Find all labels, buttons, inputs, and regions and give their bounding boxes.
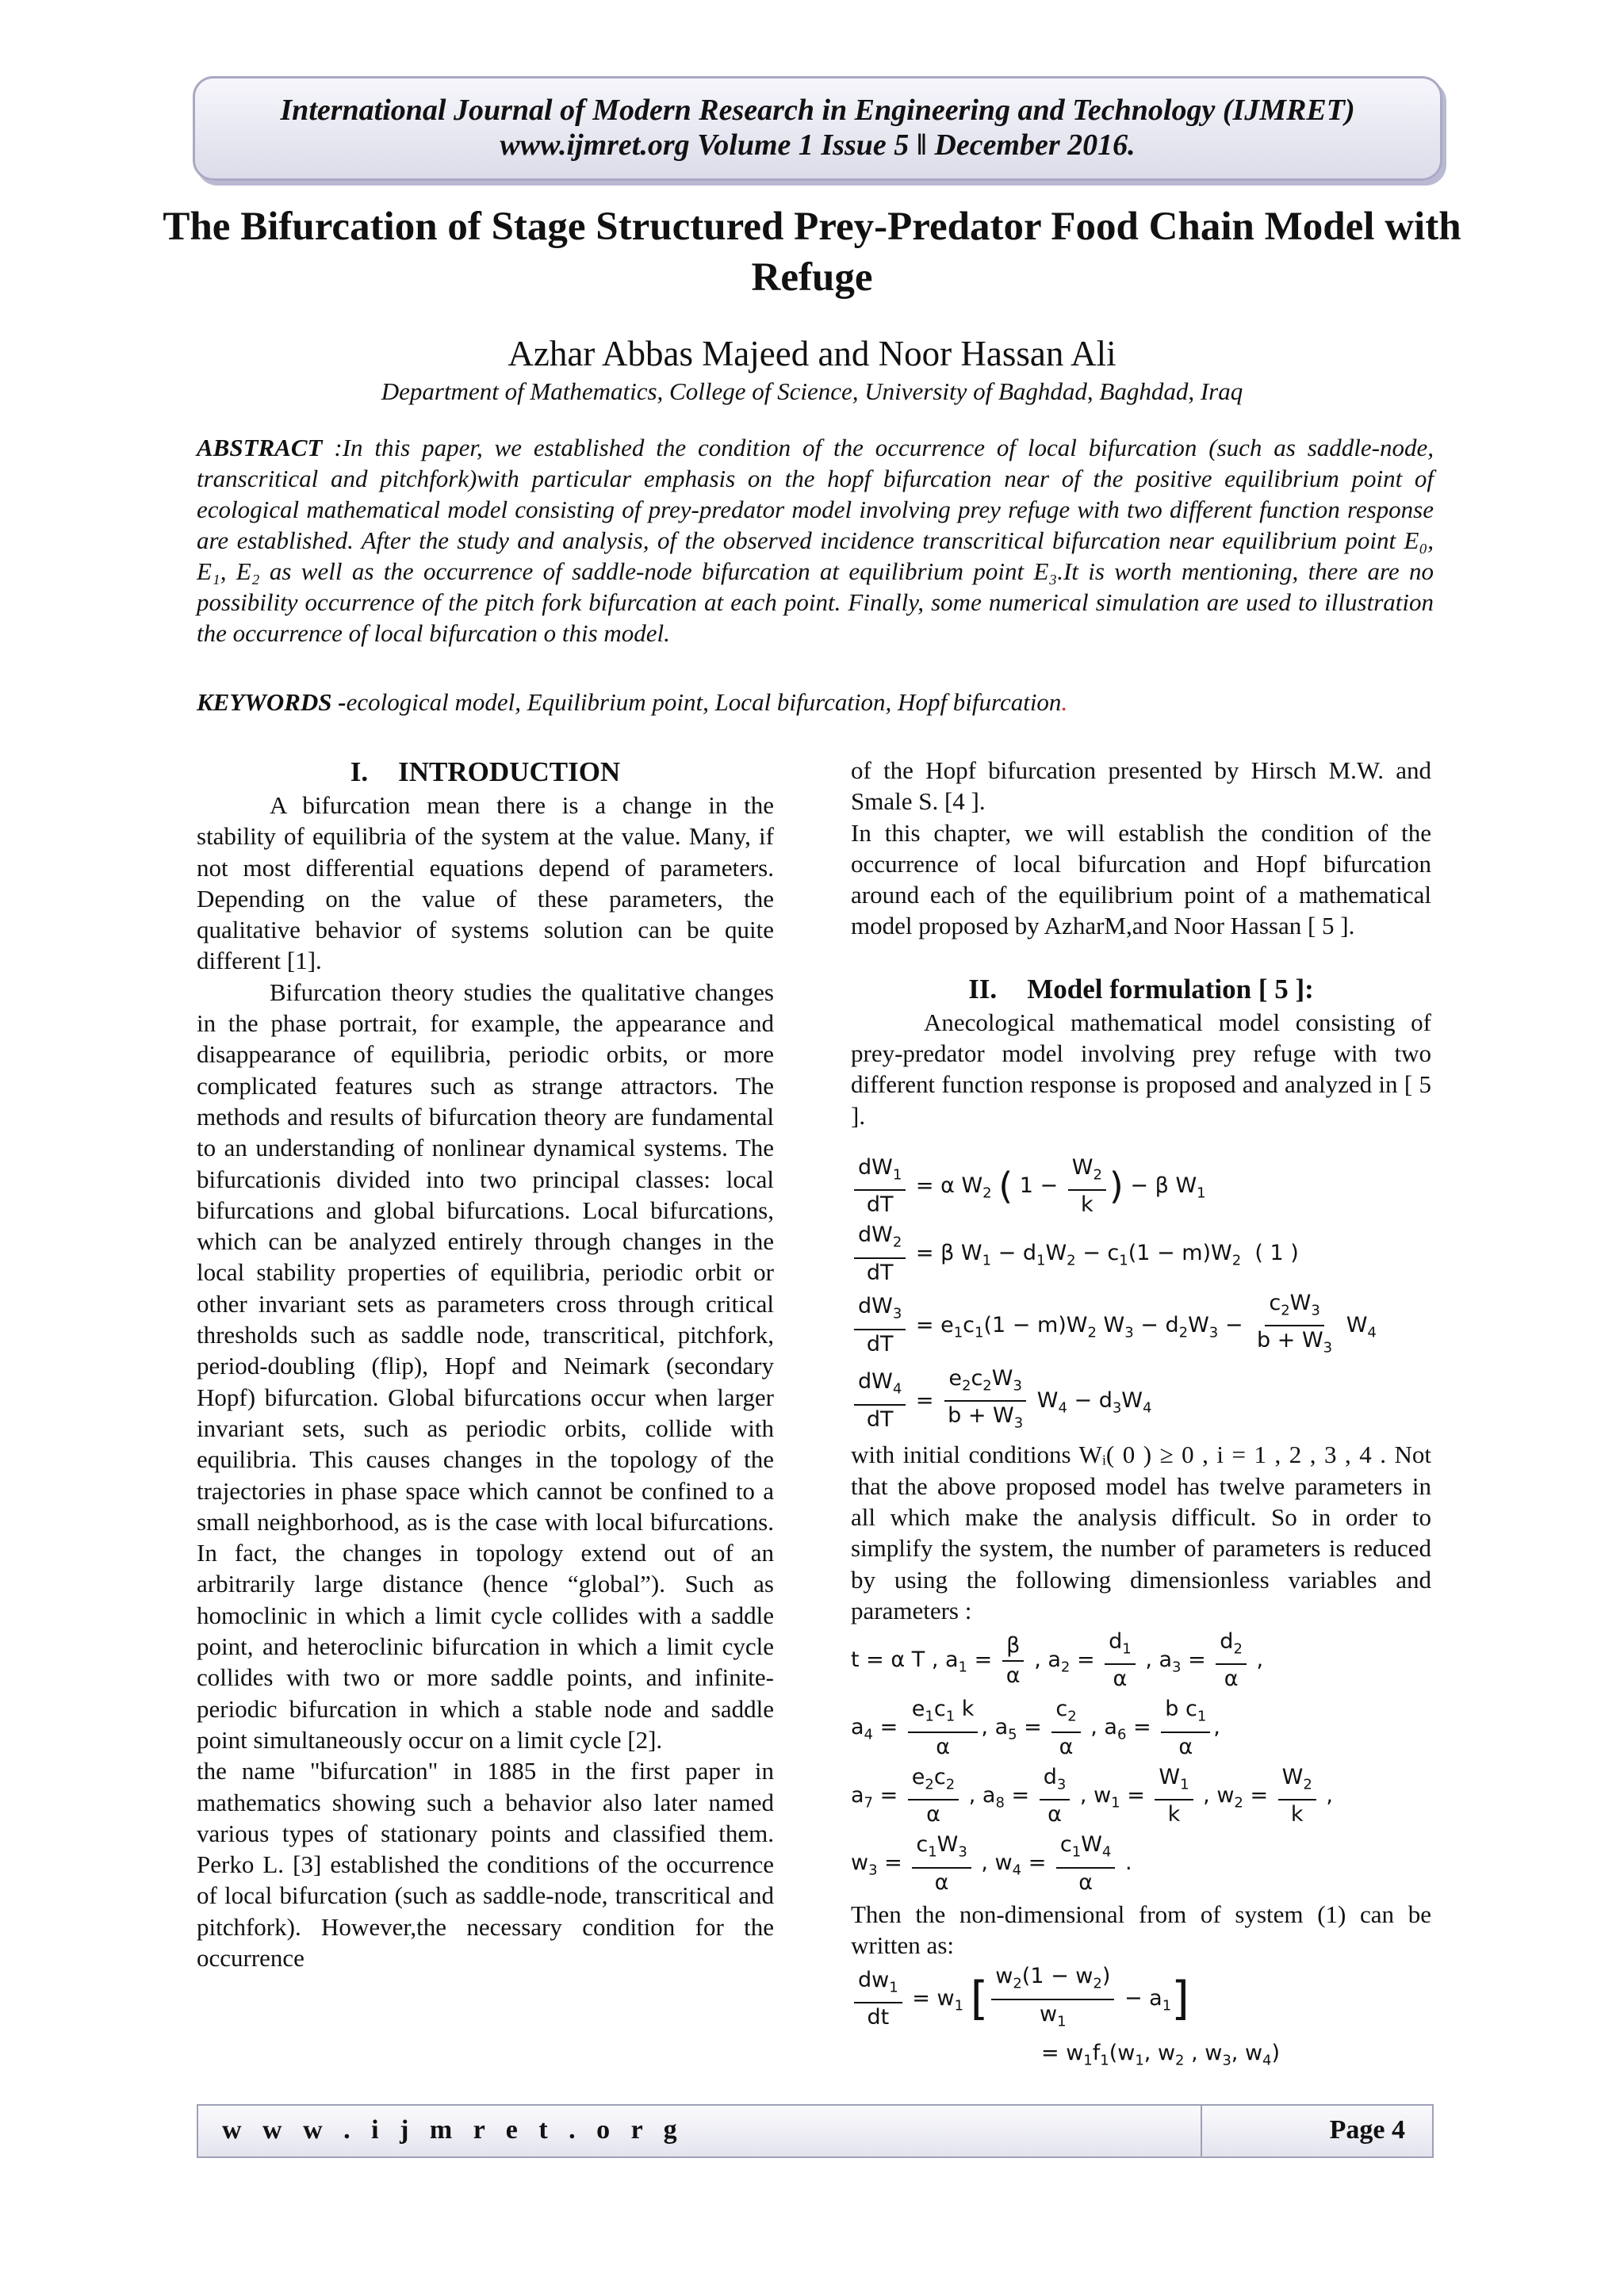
intro-paragraph-1: A bifurcation mean there is a change in the stability of equilibria of the system at the value. Many, if not most differential equations depend of parameters. Depending on the value of these parameters, the qualitative behavior of systems solution can be quite different [1].: [197, 791, 774, 975]
abstract: [197, 432, 1434, 649]
keywords-label: KEYWORDS -: [197, 688, 347, 716]
right-paragraph-2: In this chapter, we will establish the condition of the occurrence of local bifurcation and Hopf bifurcation around each of the equilibrium point of a mathematical model proposed by AzharM,and Noor Hassan [ 5 ].: [851, 818, 1431, 940]
model-paragraph: Anecological mathematical model consisting of prey-predator model involving prey refuge with two different function response is proposed and analyzed in [ 5 ].: [851, 1008, 1431, 1130]
dimensionless-parameters: t = α T , $a_1$ = $\frac{\beta}{\alpha}$ , $a_2$ = $\frac{d_1}{\alpha}$ , $a_3$ = $\frac{d_2}{\alpha}$ , $a_4$ = $\frac{e_1c_1 k}{\alpha}$ , $a_5$ = $\frac{c_2}{\alpha}$ , $a_6$ = $\frac{b c_1}{\alpha}$ , $a_7$ = $\frac{e_2c_2}{\alpha}$ , $a_8$ = $\frac{d_3}{\alpha}$ , $w_1$ = $\frac{W_1}{k}$ , $w_2$ = $\frac{W_2}{k}$ , $w_3$ = $\frac{c_1W_3}{\alpha}$ , $w_4$ = $\frac{c_1W_4}{\alpha}$ .: [851, 1629, 1333, 1895]
footer-page-box: [1201, 2104, 1434, 2158]
equation-dW3: $\frac{dW_3}{dT}$ = $e_1c_1(1 - m)W_2$ $W_3 - d_2W_3$ − $\frac{c_2W_3}{b + W_3}$ $W_4$: [851, 1289, 1431, 1363]
equation-dW1: $\frac{dW_1}{dT}$ = α $W_2$ ( 1 − $\frac{W_2}{k}$ ) − β $W_1$: [851, 1154, 1431, 1219]
journal-name: International Journal of Modern Research in Engineering and Technology (IJMRET): [280, 94, 1355, 127]
nondimensional-equation: $\frac{dw_1}{dt}$ = $w_1$ [ $\frac{w_2(1 - w_2)}{w_1}$ − $a_1$] = $w_1f_1(w_1$, $w_2$ , $w_3$, $w_4$): [851, 1962, 1431, 2076]
section-heading-model-formulation: [851, 972, 1431, 1007]
footer-website-box: [197, 2104, 1207, 2158]
right-column: [851, 755, 1431, 2078]
journal-header-banner: [193, 76, 1442, 181]
abstract-label: ABSTRACT: [197, 434, 323, 461]
paper-title: The Bifurcation of Stage Structured Prey-Predator Food Chain Model with Refuge: [163, 205, 1461, 300]
right-paragraph-1: of the Hopf bifurcation presented by Hirsch M.W. and Smale S. [4 ].: [851, 756, 1431, 816]
left-column: [197, 755, 774, 1973]
section-number: I.: [350, 756, 369, 787]
equation-number: ( 1 ): [1254, 1241, 1299, 1266]
journal-issue: www.ijmret.org Volume 1 Issue 5 ǁ December 2016.: [500, 128, 1136, 162]
section-heading-introduction: [197, 755, 774, 790]
author-affiliation: Department of Mathematics, College of Science, University of Baghdad, Baghdad, Iraq: [381, 377, 1243, 405]
equation-dW2: $\frac{dW_2}{dT}$ = β $W_1 - d_1W_2 - c_1(1 - m)W_2$ ( 1 ): [851, 1221, 1431, 1287]
section-title: INTRODUCTION: [398, 756, 621, 787]
intro-paragraph-3: the name "bifurcation" in 1885 in the first paper in mathematics showing such a behavior also later named various types of stationary points and classified them. Perko L. [3] established the conditions of the occurrence of local bifurcation (such as saddle-node, transcritical and pitchfork). However,the necessary condition for the occurrence: [197, 1757, 774, 1972]
equation-dW4: $\frac{dW_4}{dT}$ = $\frac{e_2c_2W_3}{b + W_3}$ $W_4 - d_3W_4$: [851, 1364, 1431, 1438]
paper-authors: Azhar Abbas Majeed and Noor Hassan Ali: [508, 334, 1116, 373]
nondimensional-paragraph: Then the non-dimensional from of system (1) can be written as:: [851, 1900, 1431, 1959]
section-title: Model formulation [ 5 ]:: [1027, 973, 1314, 1004]
conditions-paragraph: with initial conditions Wᵢ( 0 ) ≥ 0 , i = 1 , 2 , 3 , 4 . Not that the above proposed model has twelve parameters in all which make the analysis difficult. So in order to simplify the system, the number of parameters is reduced by using the following dimensionless variables and parameters :: [851, 1441, 1431, 1624]
keywords-end: .: [1061, 688, 1068, 716]
footer-website: w w w . i j m r e t . o r g: [222, 2115, 684, 2145]
section-number: II.: [968, 973, 998, 1004]
page-number: Page 4: [1329, 2115, 1405, 2145]
keywords: [197, 688, 1434, 717]
model-equations: [851, 1154, 1431, 1437]
keywords-text: ecological model, Equilibrium point, Local bifurcation, Hopf bifurcation: [346, 688, 1062, 716]
intro-paragraph-2: Bifurcation theory studies the qualitative changes in the phase portrait, for example, the appearance and disappearance of equilibria, periodic orbits, or more complicated features such as strange attractors. The methods and results of bifurcation theory are fundamental to an understanding of nonlinear dynamical systems. The bifurcationis divided into two principal classes: local bifurcations and global bifurcations. Local bifurcations, which can be analyzed entirely through changes in the local stability properties of equilibria, periodic orbit or other invariant sets as parameters cross through critical thresholds such as saddle node, transcritical, pitchfork, period-doubling (flip), Hopf and Neimark (secondary Hopf) bifurcation. Global bifurcations occur when larger invariant sets, such as periodic orbits, collide with equilibria. This causes changes in the topology of the trajectories in phase space which cannot be confined to a small neighborhood, as is the case with local bifurcations. In fact, the changes in topology extend out of an arbitrarily large distance (hence “global”). Such as homoclinic in which a limit cycle collides with a saddle point, and heteroclinic bifurcation in which a limit cycle collides with two or more saddle points, and infinite-periodic bifurcation in which a stable node and saddle point simultaneously occur on a limit cycle [2].: [197, 978, 774, 1754]
abstract-text: :In this paper, we established the condition of the occurrence of local bifurcation (such as saddle-node, transcritical and pitchfork)with particular emphasis on the hopf bifurcation near of the positive equilibrium point of ecological mathematical model consisting of prey-predator model involving prey refuge with two different function response are established. After the study and analysis, of the observed incidence transcritical bifurcation near equilibrium point E₀, E₁, E₂ as well as the occurrence of saddle-node bifurcation at equilibrium point E₃.It is worth mentioning, there are no possibility occurrence of the pitch fork bifurcation at each point. Finally, some numerical simulation are used to illustration the occurrence of local bifurcation o this model.: [197, 434, 1434, 647]
